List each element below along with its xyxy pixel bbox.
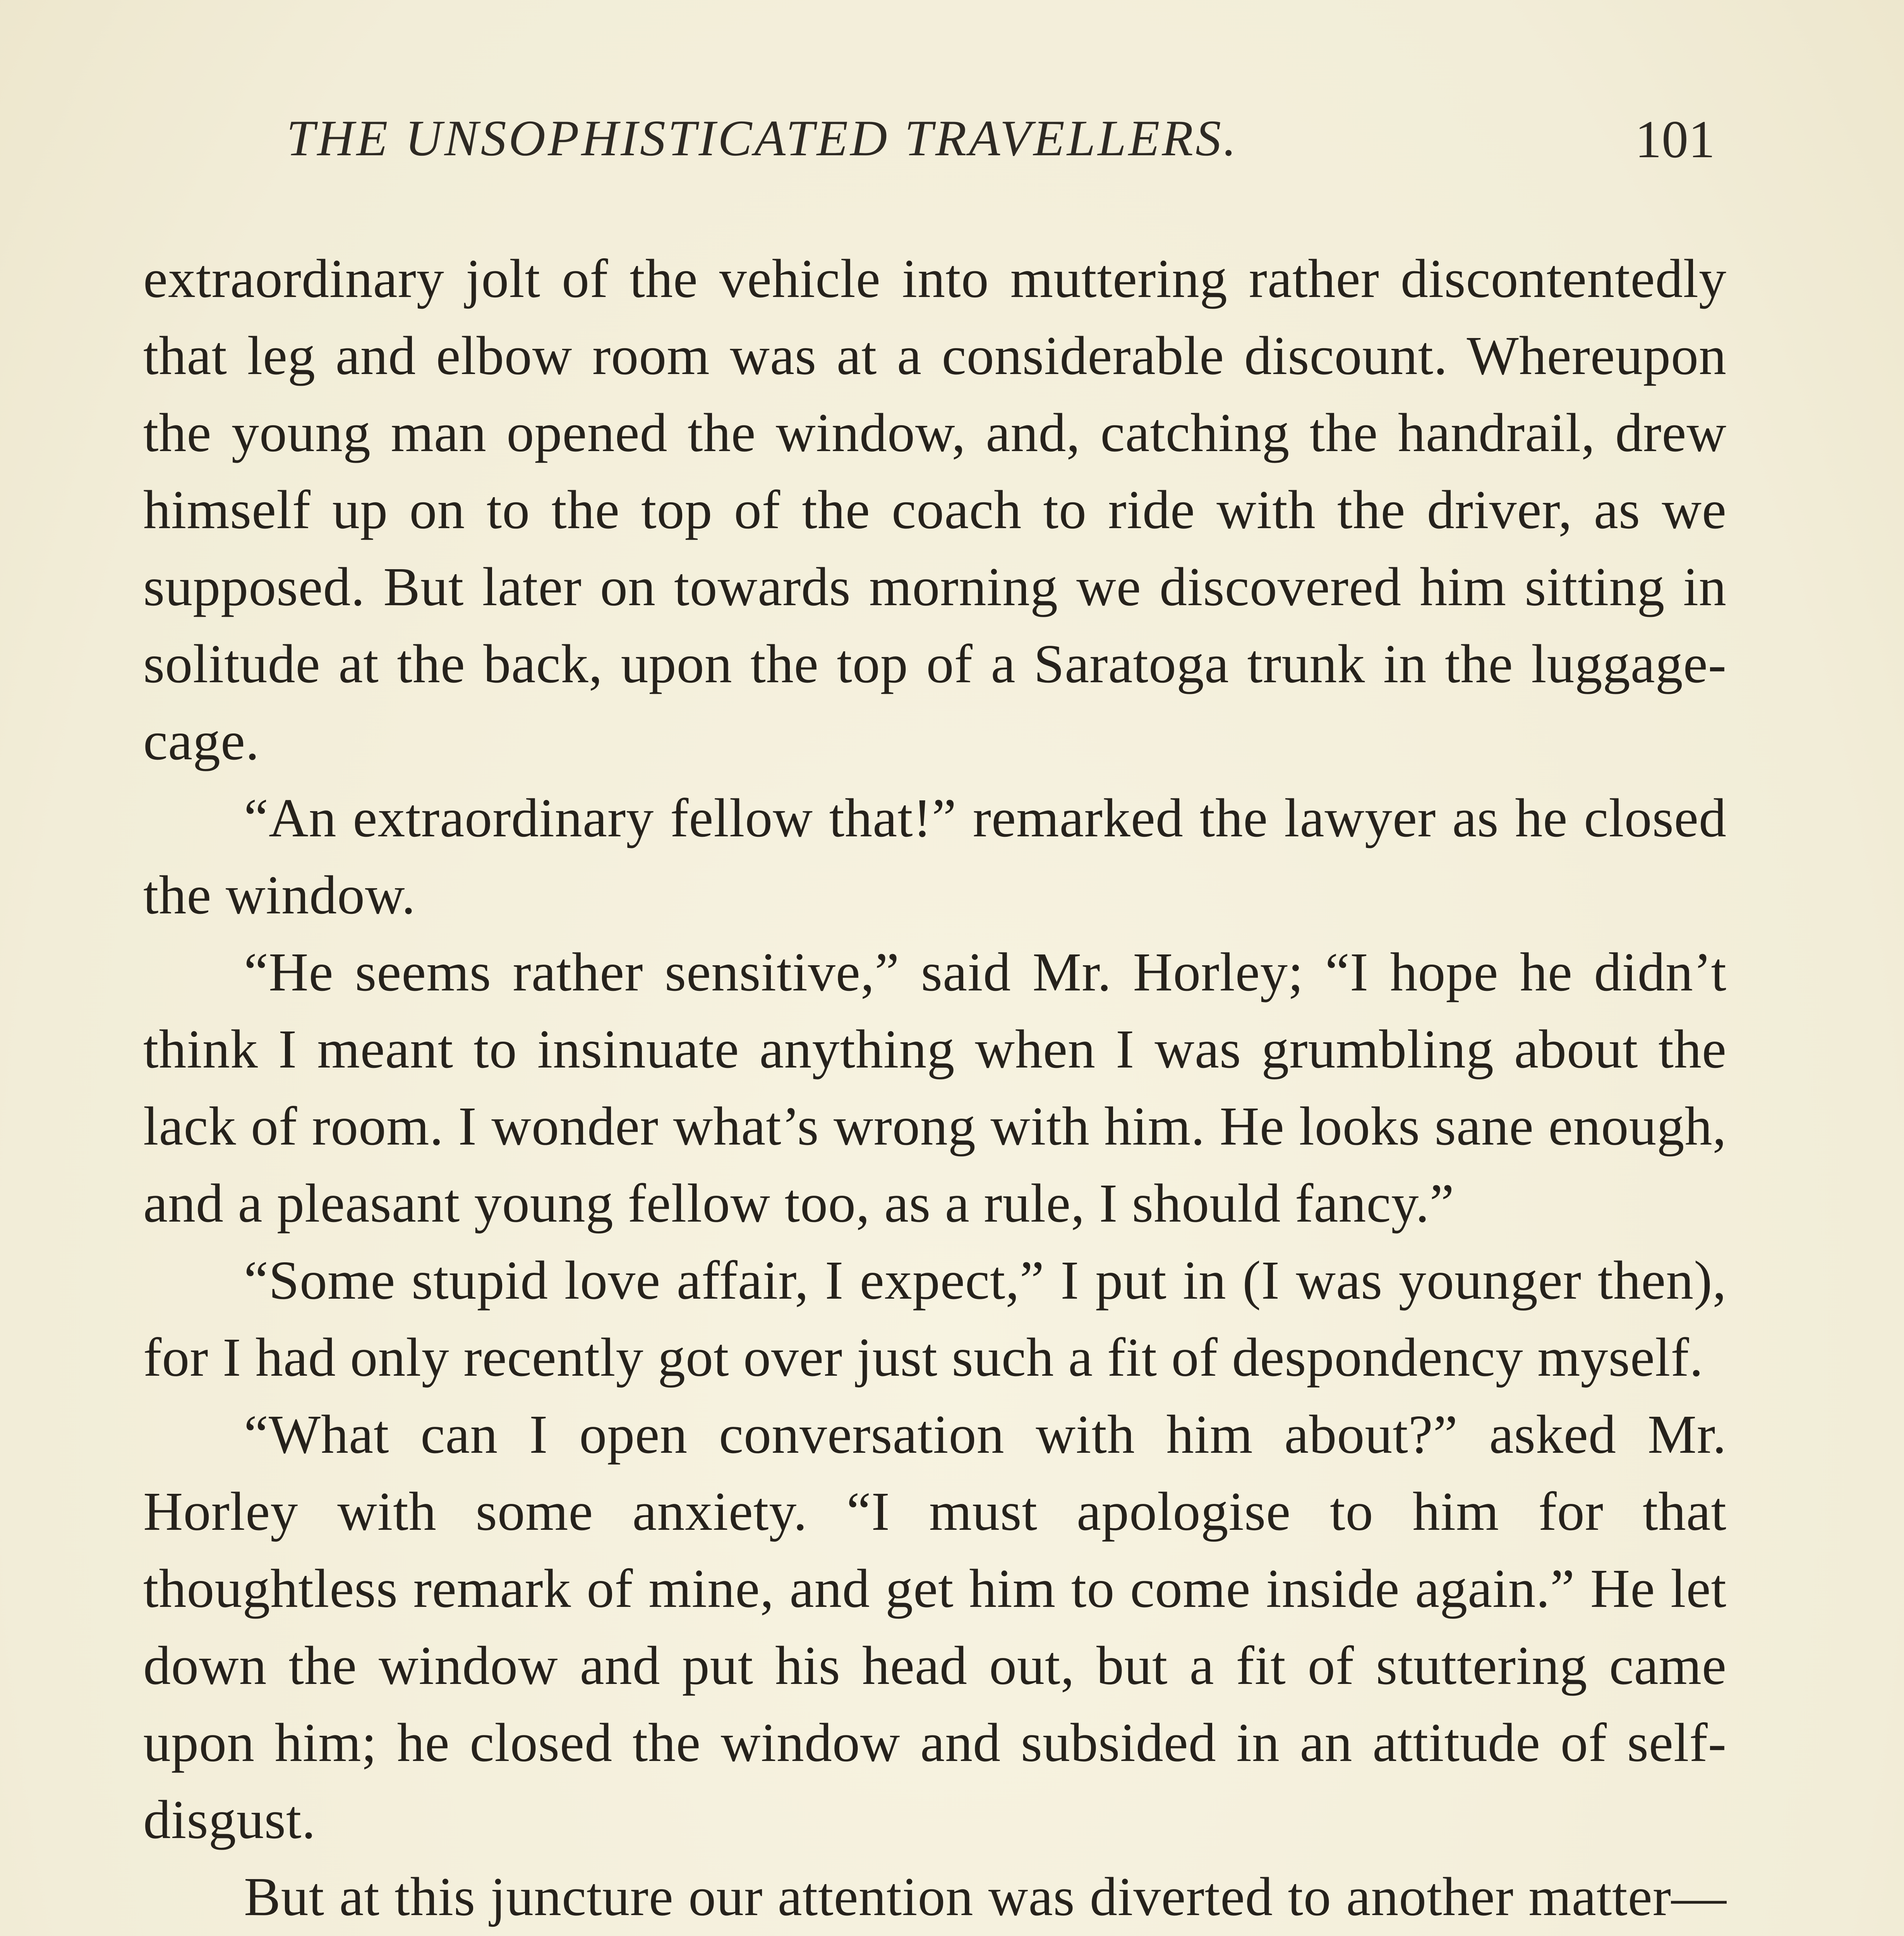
paragraph-6: But at this juncture our attention was diverted to another matter— [244,1866,1727,1927]
running-title: THE UNSOPHISTICATED TRAVELLERS. [286,110,1238,166]
running-head [147,108,1715,186]
body-text [143,240,1727,1936]
paragraph-1: extraordinary jolt of the vehicle into muttering rather discontentedly that leg and elbow room was at a considerable discount. Whereupon the young man opened the window, and, catching the handrail, drew himself up on to the top of the coach to ride with the driver, as we supposed. But later on towards morning we discovered him sitting in solitude at the back, upon the top of a Saratoga trunk in the luggage-cage. [143,248,1727,771]
paragraph-3: “He seems rather sensitive,” said Mr. Horley; “I hope he didn’t think I meant to insinuate anything when I was grumbling about the lack of room. I wonder what’s wrong with him. He looks sane enough, and a pleasant young fellow too, as a rule, I should fancy.” [143,941,1727,1234]
paragraph-2: “An extraordinary fellow that!” remarked the lawyer as he closed the window. [143,787,1727,925]
page-number: 101 [1635,110,1715,169]
paragraph-4: “Some stupid love affair, I expect,” I put in (I was younger then), for I had only recently got over just such a fit of despondency myself. [143,1249,1727,1388]
paragraph-5: “What can I open conversation with him about?” asked Mr. Horley with some anxiety. “I must apologise to him for that thoughtless remark of mine, and get him to come inside again.” He let down the window and put his head out, but a fit of stuttering came upon him; he closed the window and subsided in an attitude of self-disgust. [143,1404,1727,1850]
